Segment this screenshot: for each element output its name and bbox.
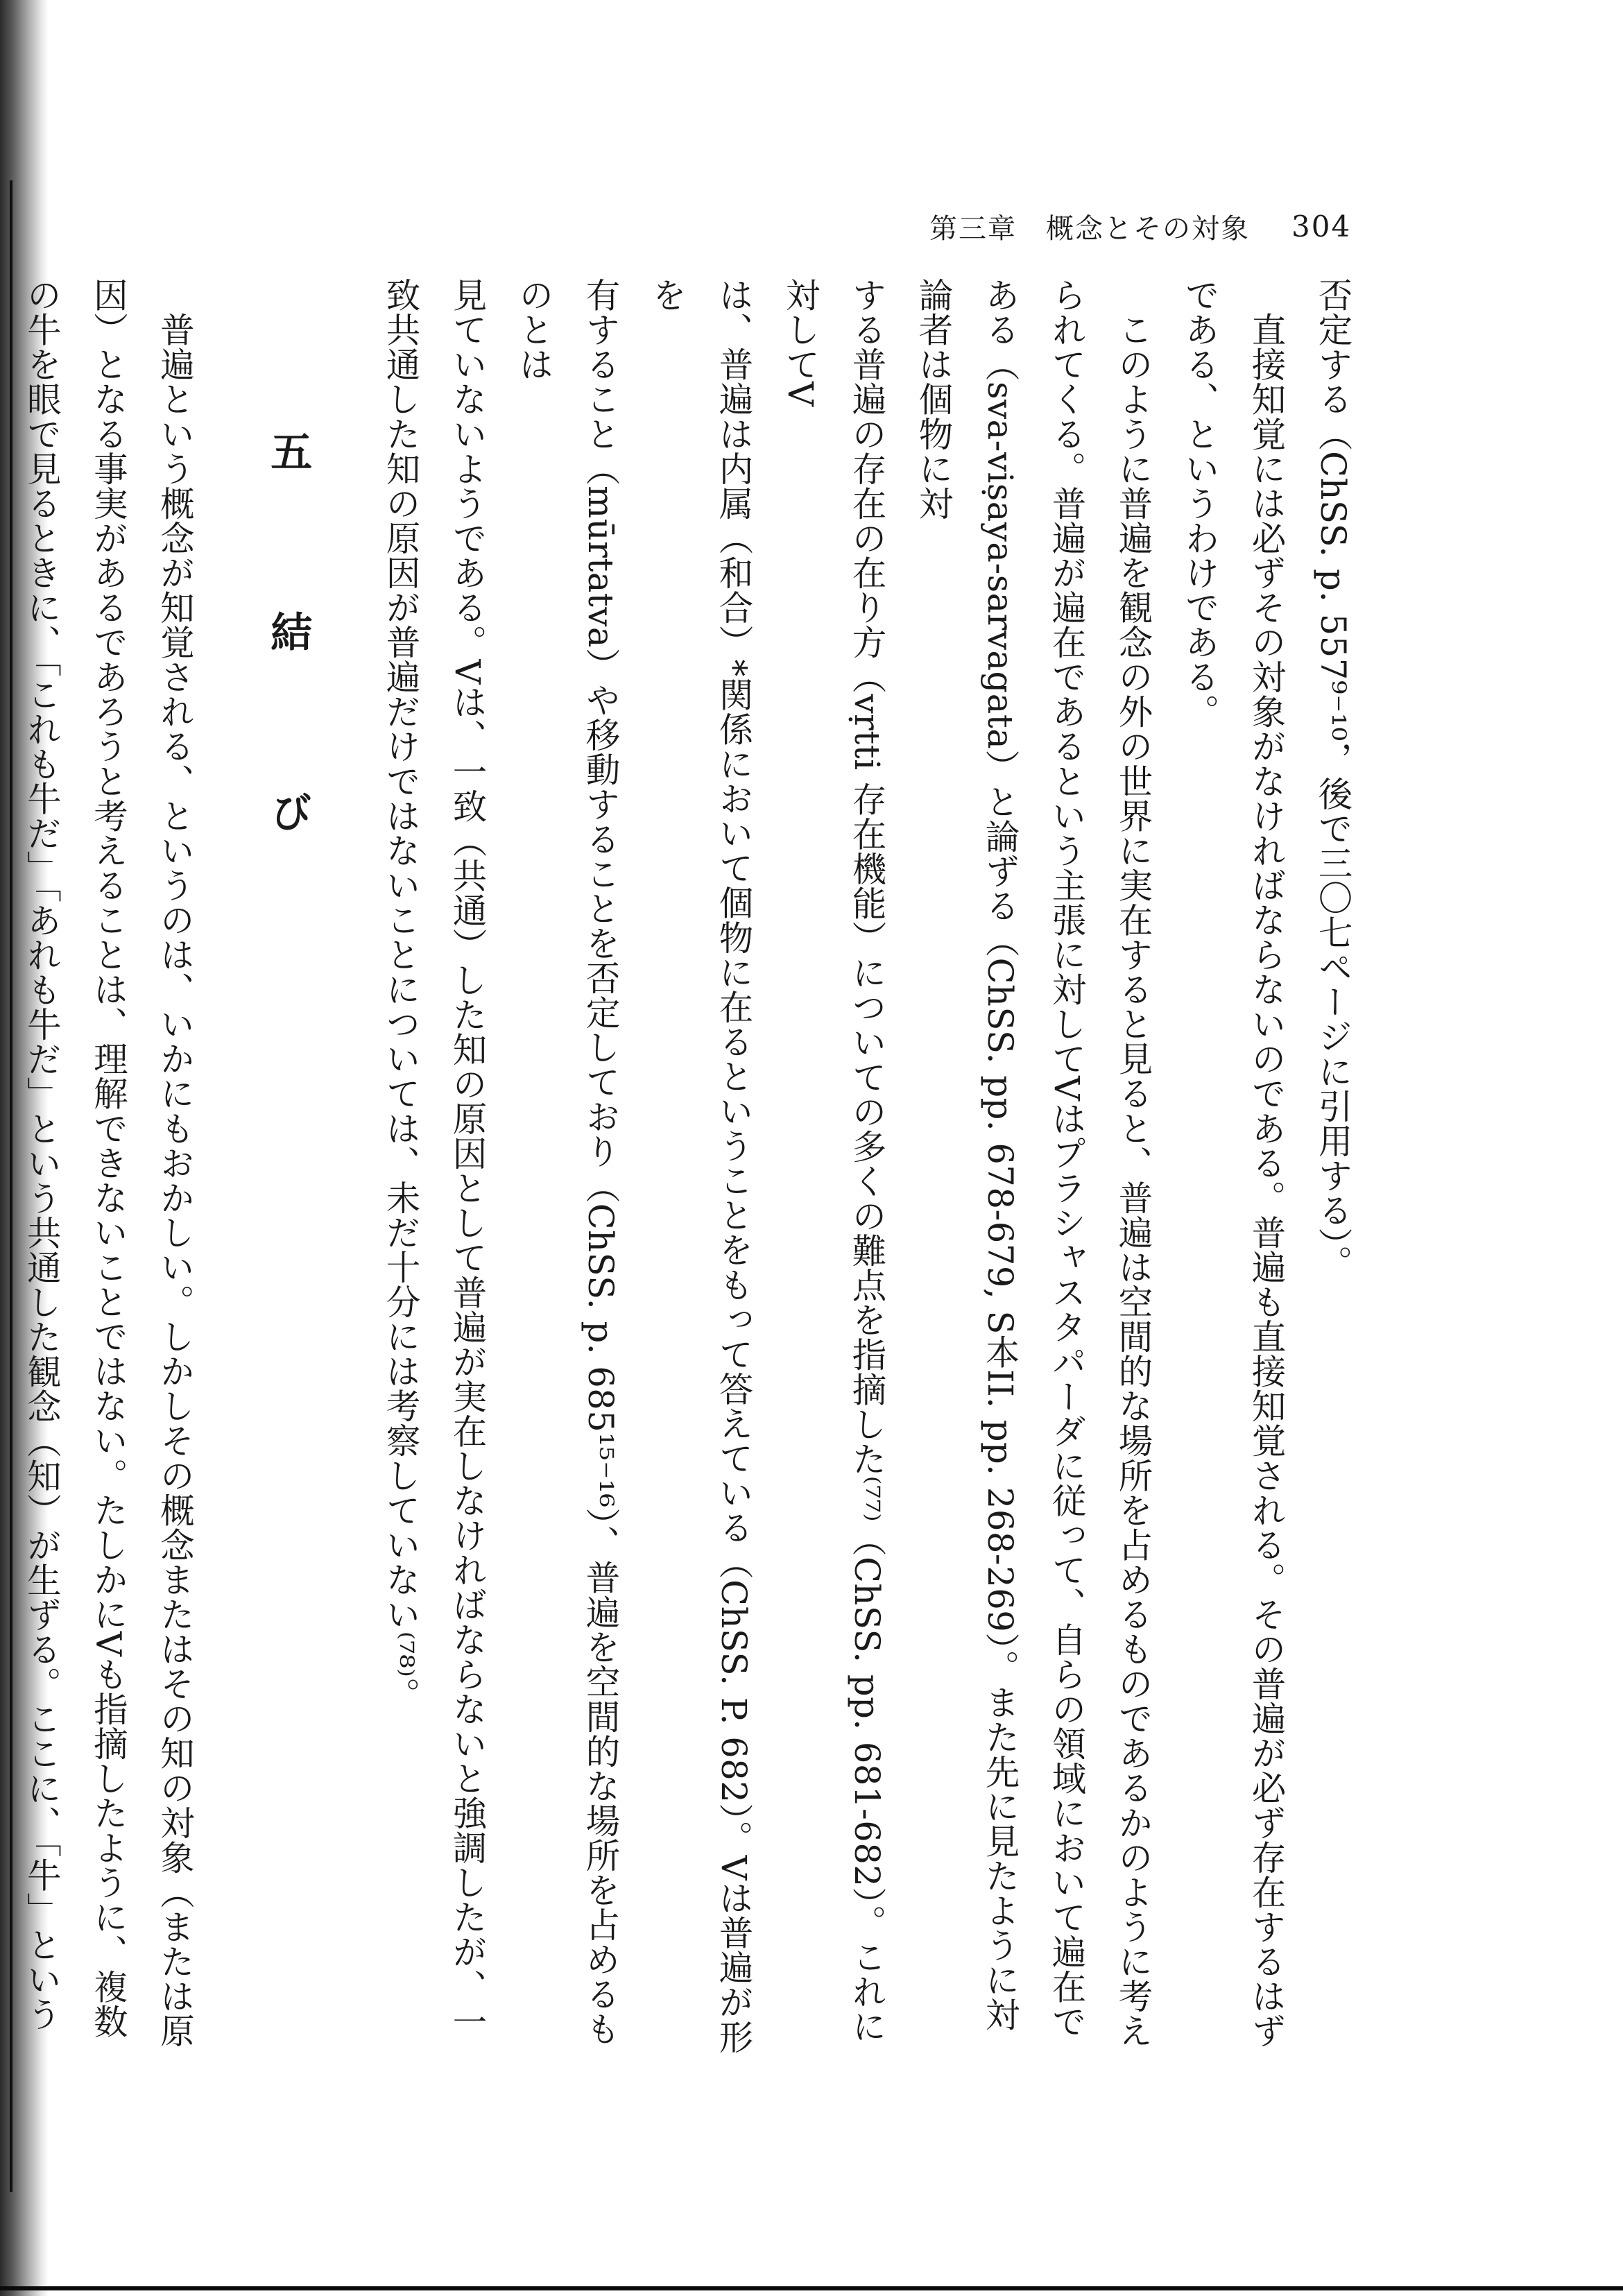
running-header: [929, 205, 1351, 247]
text-line: は、普遍は内属（和合）*関係において個物に在るということをもって答えている（ChSS. P. 682）。Vは普遍が形を: [647, 277, 754, 2055]
page-number: 304: [1291, 209, 1352, 243]
text-line: の牛を眼で見るときに、「これも牛だ」「あれも牛だ」という共通した観念（知）が生ずる。ここに、「牛」という: [22, 277, 62, 2032]
text-line: このように普遍を観念の外の世界に実在すると見ると、普遍は空間的な場所を占めるものであるかのように考え: [1113, 277, 1153, 2048]
chapter-title: 第三章 概念とその対象: [929, 212, 1250, 245]
text-line: ある（sva-viṣaya-sarvagata）と論ずる（ChSS. pp. 678-679, S本II. pp. 268-269）。また先に見たように対論者は個物に対: [913, 277, 1020, 2032]
body-text: [8, 277, 1366, 2060]
page-bottom-rule: [0, 2286, 1623, 2290]
text-line: 否定する（ChSS. p. 557⁹⁻¹⁰，後で三〇七ページに引用する）。: [1313, 277, 1353, 1280]
text-line: 有すること（mūrtatva）や移動することを否定しており（ChSS. p. 685¹⁵⁻¹⁶）、普遍を空間的な場所を占めるものとは: [514, 277, 621, 2046]
text-line: する普遍の存在の在り方（vṛtti 存在機能）についての多くの難点を指摘した⁽⁷⁷⁾（ChSS. pp. 681-682）。これに対してV: [780, 277, 887, 2044]
text-line: である、というわけである。: [1180, 277, 1220, 729]
text-line: 見ていないようである。Vは、一致（共通）した知の原因として普遍が実在しなければならないと強調したが、一: [447, 277, 488, 2039]
text-line: 普遍という概念が知覚される、というのは、いかにもおかしい。しかしその概念またはその知の対象（または原: [155, 277, 196, 2048]
text-line: 致共通した知の原因が普遍だけではないことについては、未だ十分には考察していない⁽⁷⁸⁾。: [381, 277, 421, 1713]
text-line: 因）となる事実があるであろうと考えることは、理解できないことではない。たしかにVも指摘したように、複数: [88, 277, 129, 2039]
section-heading: 五 結 び: [264, 430, 313, 881]
text-line: られてくる。普遍が遍在であるという主張に対してVはプラシャスタパーダに従って、自らの領域において遍在で: [1047, 277, 1087, 2039]
text-line: 直接知覚には必ずその対象がなければならないのである。普遍も直接知覚される。その普遍が必ず存在するはず: [1246, 277, 1287, 2048]
